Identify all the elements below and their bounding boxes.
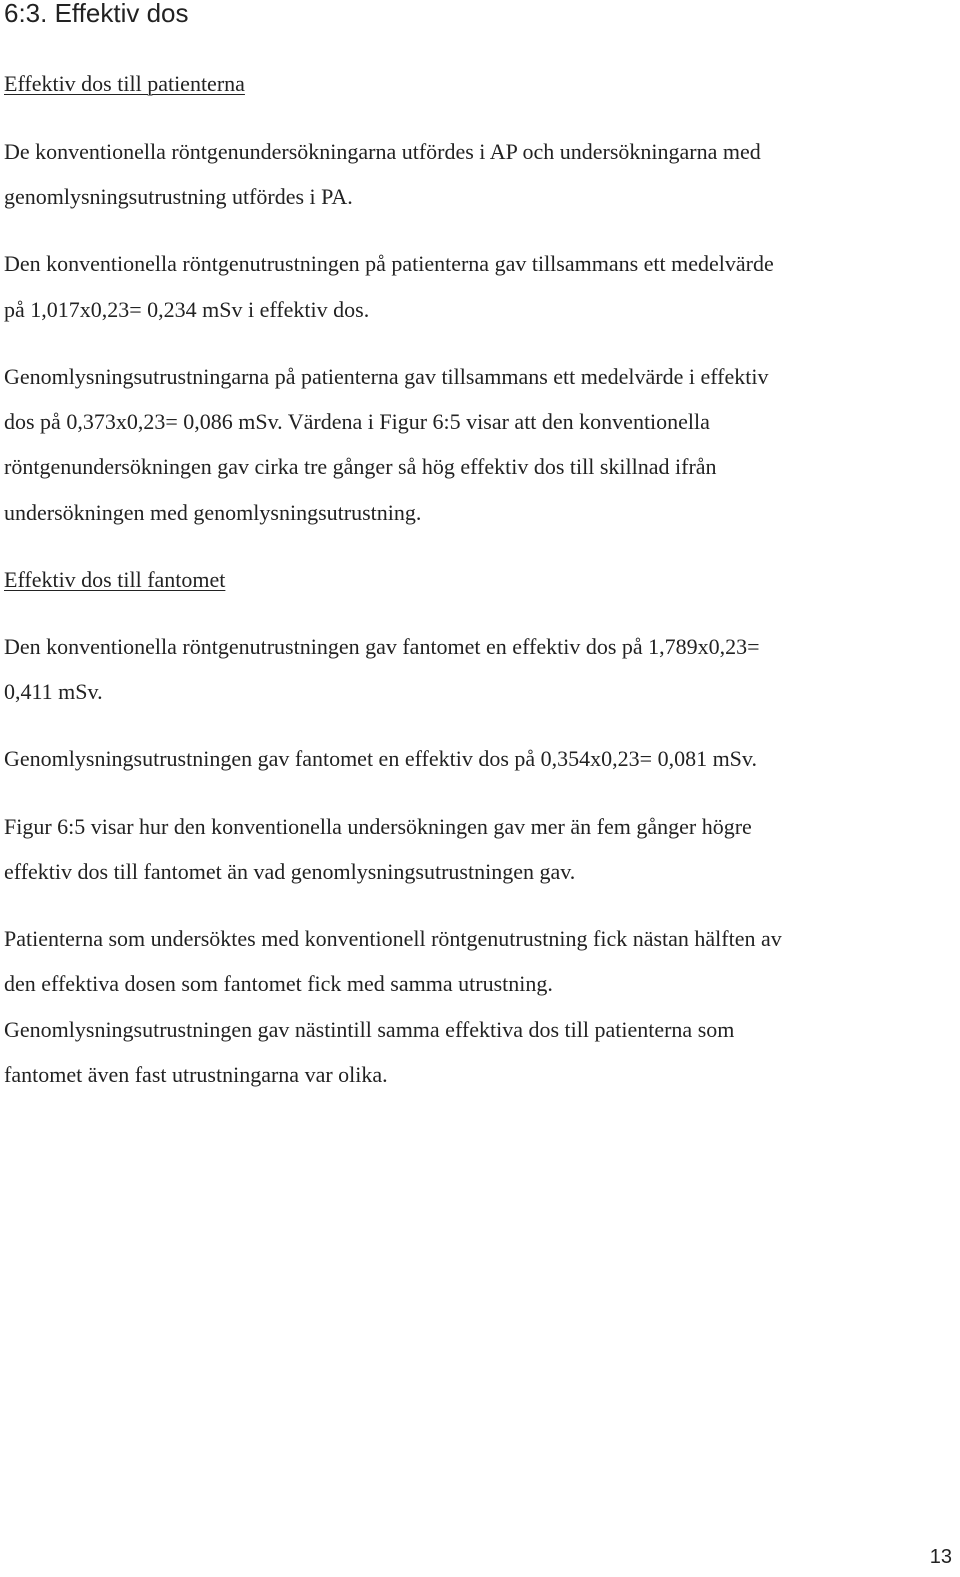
- text-line: effektiv dos till fantomet än vad genomlysningsutrustningen gav.: [4, 859, 576, 884]
- text-line: Genomlysningsutrustningarna på patienterna gav tillsammans ett medelvärde i effektiv: [4, 364, 769, 389]
- text-line: Figur 6:5 visar hur den konventionella undersökningen gav mer än fem gånger högre: [4, 814, 752, 839]
- text-line: på 1,017x0,23= 0,234 mSv i effektiv dos.: [4, 297, 370, 322]
- text-line: röntgenundersökningen gav cirka tre gånger så hög effektiv dos till skillnad ifrån: [4, 454, 717, 479]
- text-line: genomlysningsutrustning utfördes i PA.: [4, 184, 353, 209]
- text-line: undersökningen med genomlysningsutrustning.: [4, 500, 422, 525]
- text-line: den effektiva dosen som fantomet fick med samma utrustning.: [4, 971, 553, 996]
- text-line: dos på 0,373x0,23= 0,086 mSv. Värdena i Figur 6:5 visar att den konventionella: [4, 409, 710, 434]
- text-line: Genomlysningsutrustningen gav nästintill samma effektiva dos till patienterna som: [4, 1017, 735, 1042]
- text-line: fantomet även fast utrustningarna var olika.: [4, 1062, 388, 1087]
- section-heading: 6:3. Effektiv dos: [4, 0, 189, 28]
- text-line: Genomlysningsutrustningen gav fantomet en effektiv dos på 0,354x0,23= 0,081 mSv.: [4, 746, 757, 771]
- text-line: De konventionella röntgenundersökningarna utfördes i AP och undersökningarna med: [4, 139, 761, 164]
- text-line: Patienterna som undersöktes med konventionell röntgenutrustning fick nästan hälften av: [4, 926, 782, 951]
- text-line: Den konventionella röntgenutrustningen gav fantomet en effektiv dos på 1,789x0,23=: [4, 634, 760, 659]
- page-number: 13: [929, 1546, 952, 1568]
- subheading-phantom: Effektiv dos till fantomet: [4, 567, 226, 592]
- text-line: Den konventionella röntgenutrustningen på patienterna gav tillsammans ett medelvärde: [4, 251, 774, 276]
- text-line: 0,411 mSv.: [4, 679, 103, 704]
- subheading-patients: Effektiv dos till patienterna: [4, 71, 245, 96]
